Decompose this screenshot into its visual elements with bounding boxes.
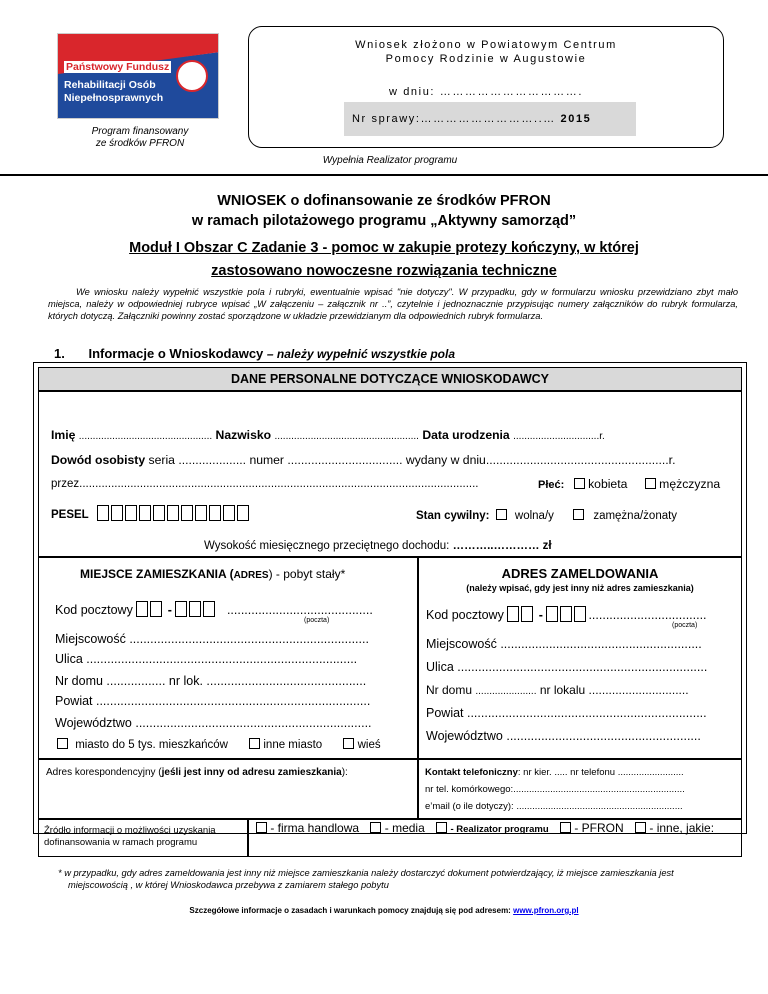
module-title: Moduł I Obszar C Zadanie 3 - pomoc w zakupie protezy kończyny, w której xyxy=(129,240,639,256)
single-checkbox[interactable] xyxy=(496,509,507,520)
source-company-checkbox[interactable] xyxy=(256,822,267,833)
registration-post-office-field[interactable]: .................................. xyxy=(588,608,707,622)
pesel-row: PESEL xyxy=(51,505,251,523)
residence-title: MIEJSCE ZAMIESZKANIA (ADRES) - pobyt stały* xyxy=(80,567,346,581)
source-label: Źródło informacji o możliwości uzyskania dofinansowania w ramach programu xyxy=(44,825,216,848)
logo-emblem xyxy=(176,60,208,92)
source-other-checkbox[interactable] xyxy=(635,822,646,833)
registration-postal-boxes[interactable] xyxy=(507,608,535,622)
id-row: Dowód osobisty seria .................... numer .................................. wydany w dniu......................................................r. xyxy=(51,453,676,467)
registration-voivodeship-field[interactable]: Województwo ........................................................ xyxy=(426,729,701,743)
residence-poczta-caption: (poczta) xyxy=(304,617,330,624)
mobile-field[interactable]: nr tel. komórkowego:................................................................. xyxy=(425,784,685,795)
source-media-checkbox[interactable] xyxy=(370,822,381,833)
residence-street-field[interactable]: Ulica .............................................................................. xyxy=(55,652,358,666)
residence-county-field[interactable]: Powiat ............................................................................... xyxy=(55,694,371,708)
birthdate-field[interactable]: ...............................r. xyxy=(513,431,605,442)
marital-row: Stan cywilny: wolna/y zamężna/żonaty xyxy=(416,510,678,522)
residence-city-field[interactable]: Miejscowość ..................................................................... xyxy=(55,632,369,646)
personal-data-box xyxy=(38,391,742,557)
source-options: - firma handlowa - media - Realizator programu - PFRON - inne, jakie: xyxy=(256,821,714,835)
form-title-2: w ramach pilotażowego programu „Aktywny samorząd” xyxy=(191,213,577,229)
registration-house-field[interactable]: ...................... xyxy=(475,686,537,697)
registration-title: ADRES ZAMELDOWANIA xyxy=(501,566,659,581)
name-field[interactable]: ................................................ xyxy=(78,431,213,442)
registration-postal-row: Kod pocztowy - .................................. xyxy=(426,608,707,622)
married-checkbox[interactable] xyxy=(573,509,584,520)
registration-note: (należy wpisać, gdy jest inny niż adres zamieszkania) xyxy=(466,583,694,593)
form-title: WNIOSEK o dofinansowanie ze środków PFRON xyxy=(217,193,551,209)
residence-voivodeship-field[interactable]: Województwo .................................................................... xyxy=(55,716,372,730)
case-number: Nr sprawy:………………………..… 2015 xyxy=(352,113,592,125)
instructions: We wniosku należy wypełnić wszystkie pola i rubryki, ewentualnie wpisać "nie dotyczy". W przypadku, gdy w formularzu wniosku przewidziano zbyt mało miejsca, należy w odpowiedniej rubryce wpisać „W załączeniu – załącznik nr ..”, czytelnie i jednoznacznie przypisując numery załączników do rubryk formularza, których dotyczą. Załączniki powinny zostać sporządzone w układzie przewidzianym dla odpowiednich rubryk formularza. xyxy=(48,287,738,321)
id-issued-field[interactable]: wydany w dniu......................................................r. xyxy=(405,453,676,467)
contact-details: Kontakt telefoniczny: nr kier. ..... nr telefonu ......................... nr tel. komórkowego:................................................................. e’mail (o ile dotyczy): ............................................................... xyxy=(425,764,685,815)
residence-post-office-field[interactable]: .......................................... xyxy=(226,603,373,617)
divider xyxy=(0,174,768,176)
village-checkbox[interactable] xyxy=(343,738,354,749)
box-title: Wniosek złożono w Powiatowym Centrum Pomocy Rodzinie w Augustowie xyxy=(355,39,617,65)
income-row: Wysokość miesięcznego przeciętnego dochodu: ………..………… zł xyxy=(204,540,552,552)
gender-row: Płeć: kobieta mężczyzna xyxy=(538,477,721,491)
correspondence-label: Adres korespondencyjny (jeśli jest inny od adresu zamieszkania): xyxy=(46,767,348,778)
module-title-2: zastosowano nowoczesne rozwiązania techniczne xyxy=(211,263,557,279)
issued-by-field[interactable]: przez............................................................................................................................. xyxy=(51,478,479,490)
realizator-note: Wypełnia Realizator programu xyxy=(322,155,458,166)
registration-poczta-caption: (poczta) xyxy=(672,622,698,629)
residence-postal-boxes[interactable] xyxy=(136,603,164,617)
pfron-link[interactable]: www.pfron.org.pl xyxy=(513,906,579,915)
locality-type-row: miasto do 5 tys. mieszkańców inne miasto wieś xyxy=(57,738,381,751)
logo-line1: Państwowy Fundusz xyxy=(66,61,170,73)
residence-postal-boxes-2[interactable] xyxy=(175,603,217,617)
income-field[interactable]: ………..………… zł xyxy=(452,540,552,552)
registration-county-field[interactable]: Powiat ..................................................................... xyxy=(426,706,707,720)
details-info: Szczegółowe informacje o zasadach i warunkach pomocy znajdują się pod adresem: www.pfron.org.pl xyxy=(189,906,579,915)
phone-field[interactable]: : nr kier. ..... nr telefonu ......................... xyxy=(517,767,684,778)
registration-postal-boxes-2[interactable] xyxy=(546,608,588,622)
small-town-checkbox[interactable] xyxy=(57,738,68,749)
logo-line2-3: Rehabilitacji Osób Niepełnosprawnych xyxy=(64,79,164,104)
source-realizator-checkbox[interactable] xyxy=(436,822,447,833)
source-pfron-checkbox[interactable] xyxy=(560,822,571,833)
section-1-heading: 1. Informacje o Wnioskodawcy – należy wypełnić wszystkie pola xyxy=(54,346,456,361)
female-checkbox[interactable] xyxy=(574,478,585,489)
other-city-checkbox[interactable] xyxy=(249,738,260,749)
footnote: * w przypadku, gdy adres zameldowania jest inny niż miejsce zamieszkania należy dostarczyć dokument potwierdzający, iż miejsce zamieszkania jest miejscowością , w której Wnioskodawca przebywa z zamiarem stałego pobytu xyxy=(58,868,674,890)
id-number-field[interactable]: numer .................................. xyxy=(249,453,403,467)
residence-house-field[interactable]: Nr domu ................. nr lok. .............................................. xyxy=(55,674,367,688)
personal-data-header: DANE PERSONALNE DOTYCZĄCE WNIOSKODAWCY xyxy=(38,367,742,391)
registration-city-field[interactable]: Miejscowość .......................................................... xyxy=(426,637,702,651)
residence-postal-row: Kod pocztowy - .......................................... xyxy=(55,603,373,617)
pesel-boxes[interactable] xyxy=(97,505,251,522)
name-row: Imię ................................................ Nazwisko .................................................... Data urodzenia ...............................r. xyxy=(51,428,605,442)
program-note: Program finansowany ze środków PFRON xyxy=(91,126,189,149)
registration-flat-field[interactable]: nr lokalu .............................. xyxy=(539,683,689,697)
male-checkbox[interactable] xyxy=(645,478,656,489)
submission-date: w dniu: ……………………………. xyxy=(389,86,583,98)
email-field[interactable]: e’mail (o ile dotyczy): ............................................................... xyxy=(425,801,683,812)
surname-field[interactable]: .................................................... xyxy=(274,431,419,442)
registration-street-field[interactable]: Ulica ........................................................................ xyxy=(426,660,708,674)
registration-house-row: Nr domu ...................... nr lokalu .............................. xyxy=(426,683,689,697)
id-series-field[interactable]: seria .................... xyxy=(148,453,247,467)
pfron-logo xyxy=(57,33,219,119)
